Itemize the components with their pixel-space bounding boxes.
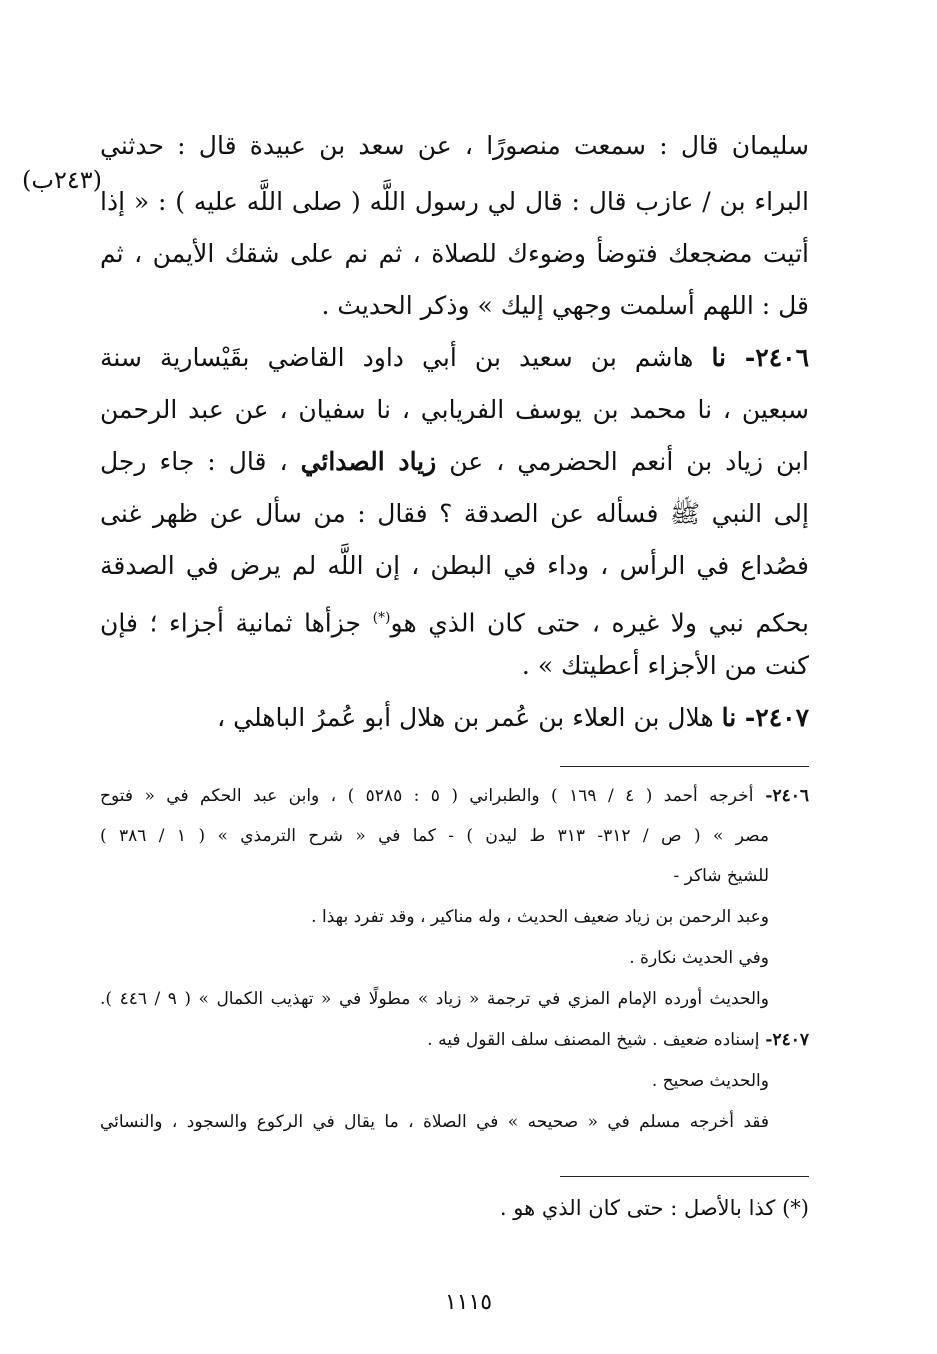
hadith-na: نا [721,703,737,732]
hadith-number: ٢٤٠٦ [755,343,809,372]
footnote-2407-line-1 [100,1020,809,1060]
footnote-text: إسناده ضعيف . شيخ المصنف سلف القول فيه . [427,1030,760,1050]
hadith-number: ٢٤٠٧ [755,703,809,732]
footnote-number: ٢٤٠٦ [772,786,809,806]
margin-reference: (٢٤٣ب) [22,166,103,194]
footnote-separator [560,766,809,767]
footnote-2406-line-5: وفي الحديث نكارة . [629,948,769,968]
hadith-na: نا [711,343,727,372]
main-line-3: أتيت مضجعك فتوضأ وضوءك للصلاة ، ثم نم على شقك الأيمن ، ثم [100,239,809,268]
hadith-text: بحكم نبي ولا غيره ، حتى كان الذي هو [390,608,809,638]
footnote-2406-line-6: والحديث أورده الإمام المزي في ترجمة « زياد » مطولًا في « تهذيب الكمال » ( ٩ / ٤٤٦ ). [100,989,769,1009]
hadith-2406-line-1 [100,330,809,386]
hadith-2406-line-5: فصُداع في الرأس ، وداء في البطن ، إن اللَّه لم يرض في الصدقة [100,551,809,580]
narrator-name: زياد الصدائي [300,447,437,476]
footnote-number: ٢٤٠٧ [772,1030,809,1050]
main-line-4: قل : اللهم أسلمت وجهي إليك » وذكر الحديث . [321,291,809,320]
hadith-2406-line-7: كنت من الأجزاء أعطيتك » . [521,651,809,680]
main-line-1: سليمان قال : سمعت منصورًا ، عن سعد بن عبيدة قال : حدثني [100,131,809,160]
main-line-2: البراء بن / عازب قال : قال لي رسول اللَّه ( صلى اللَّه عليه ) : « إذا [100,187,809,216]
footnote-dash: - [759,1030,773,1050]
page-number: ١١١٥ [444,1290,493,1315]
hadith-dash: - [726,343,756,372]
footnote-2406-line-2: مصر » ( ص / ٣١٢- ٣١٣ ط ليدن ) - كما في « شرح الترمذي » ( ١ / ٣٨٦ ) [100,826,769,846]
hadith-text: ، قال : جاء رجل [100,447,288,476]
footnote-text: أخرجه أحمد ( ٤ / ١٦٩ ) والطبراني ( ٥ : ٥٢٨٥ ) ، وابن عبد الحكم في « فتوح [100,786,754,806]
hadith-text: هلال بن العلاء بن عُمر بن هلال أبو عُمرُ الباهلي ، [217,703,714,732]
hadith-2406-line-3 [100,434,809,490]
footnote-2406-line-3: للشيخ شاكر - [673,866,769,886]
footnote-dash: - [753,786,773,806]
hadith-text: هاشم بن سعيد بن أبي داود القاضي بقَيْسارية سنة [100,343,694,372]
asterisk-mark: (*) [372,610,391,626]
hadith-2406-line-2: سبعين ، نا محمد بن يوسف الفريابي ، نا سفيان ، عن عبد الرحمن [100,395,809,424]
hadith-2406-line-4: إلى النبي ﷺ فسأله عن الصدقة ؟ فقال : من سأل عن ظهر غنى [100,499,809,528]
footnote-2407-line-2: والحديث صحيح . [651,1071,769,1091]
footnote-2407-line-3: فقد أخرجه مسلم في « صحيحه » في الصلاة ، ما يقال في الركوع والسجود ، والنسائي [100,1112,769,1132]
footnote-2406-line-4: وعبد الرحمن بن زياد ضعيف الحديث ، وله مناكير ، وقد تفرد بهذا . [311,907,769,927]
asterisk-note: (*) كذا بالأصل : حتى كان الذي هو . [499,1196,809,1220]
hadith-text: ابن زياد بن أنعم الحضرمي ، عن [449,447,809,476]
hadith-dash: - [736,703,756,732]
hadith-2407-line-1 [100,690,809,746]
asterisk-separator [560,1176,809,1177]
hadith-text: جزأها ثمانية أجزاء ؛ فإن [100,608,362,638]
footnote-2406-line-1 [100,776,809,816]
